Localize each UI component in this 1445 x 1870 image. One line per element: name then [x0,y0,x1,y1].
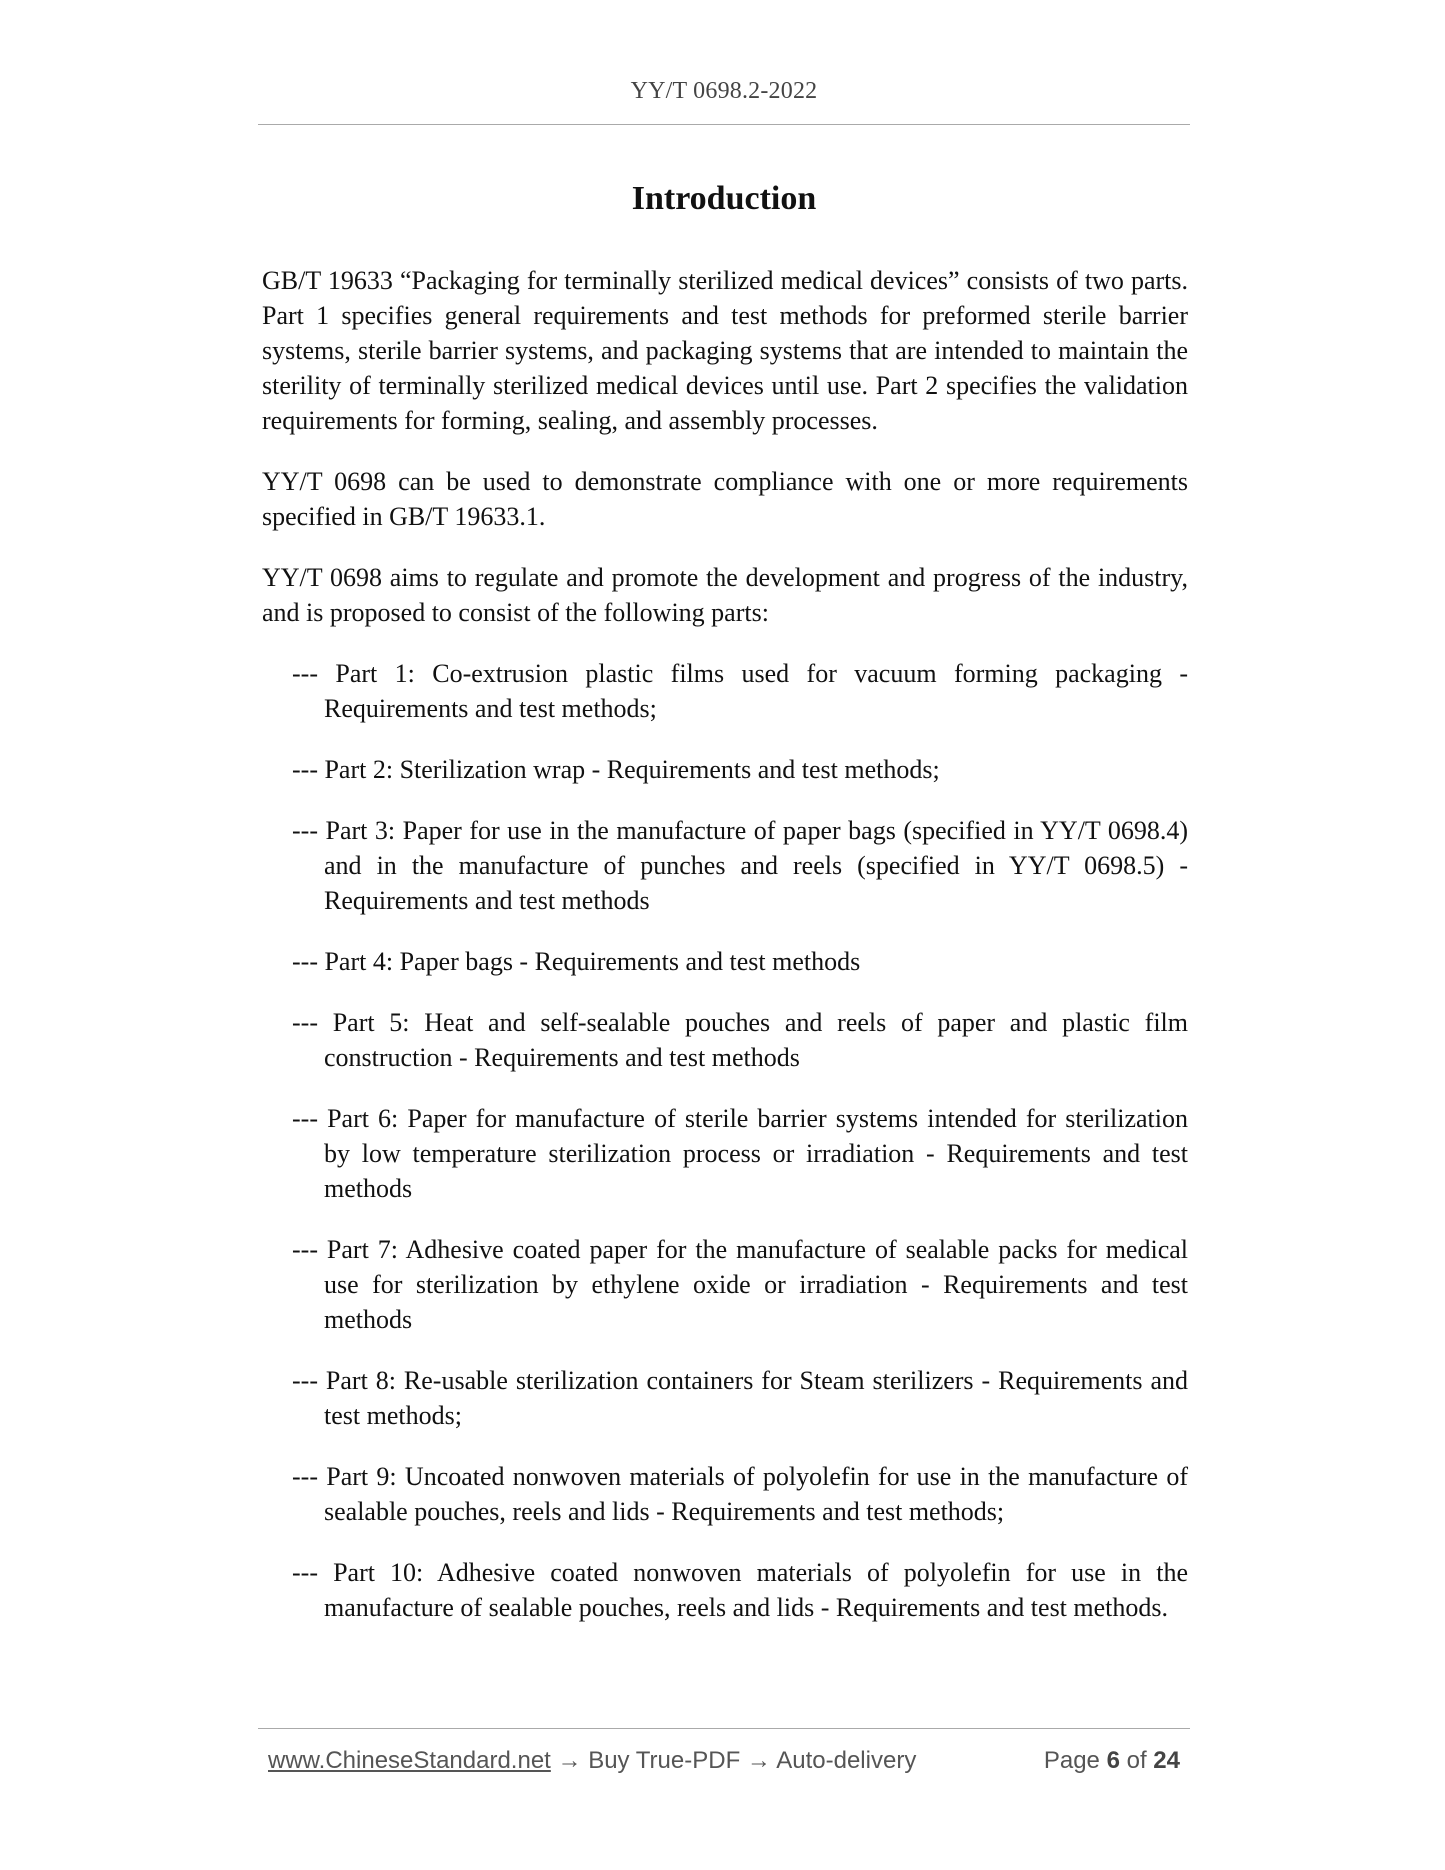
running-header: YY/T 0698.2-2022 [630,78,818,104]
parts-list-item-3: --- Part 3: Paper for use in the manufacture of paper bags (specified in YY/T 0698.4) and in the manufacture of punches and reels (specified in YY/T 0698.5) - Requirements and test methods [292,816,1188,915]
parts-list-item-5: --- Part 5: Heat and self-sealable pouches and reels of paper and plastic film construction - Requirements and test methods [292,1008,1188,1072]
intro-paragraph-3: YY/T 0698 aims to regulate and promote the development and progress of the industry, and is proposed to consist of the following parts: [262,563,1188,627]
footer-promo [268,1747,916,1775]
arrow-right-icon: → [557,1747,582,1774]
parts-list-item-7: --- Part 7: Adhesive coated paper for the manufacture of sealable packs for medical use for sterilization by ethylene oxide or irradiation - Requirements and test methods [292,1235,1188,1334]
total-pages: 24 [1153,1747,1180,1774]
parts-list-item-2: --- Part 2: Sterilization wrap - Requirements and test methods; [292,755,940,784]
parts-list-item-8: --- Part 8: Re-usable sterilization containers for Steam sterilizers - Requirements and test methods; [292,1366,1188,1430]
page-number: 6 [1106,1747,1120,1774]
parts-list [262,656,1188,1625]
website-link[interactable]: www.ChineseStandard.net [268,1747,551,1774]
buy-true-pdf-text: Buy True-PDF [588,1747,741,1774]
arrow-right-icon: → [746,1747,771,1774]
parts-list-item-4: --- Part 4: Paper bags - Requirements and test methods [292,947,861,976]
header-divider [258,124,1190,125]
intro-paragraph-1: GB/T 19633 “Packaging for terminally sterilized medical devices” consists of two parts. Part 1 specifies general requirements and test methods for preformed sterile barrier systems, sterile barrier systems, and packaging systems that are intended to maintain the sterility of terminally sterilized medical devices until use. Part 2 specifies the validation requirements for forming, sealing, and assembly processes. [262,266,1188,435]
of-label: of [1126,1747,1147,1774]
page-title: Introduction [631,180,817,217]
auto-delivery-text: Auto-delivery [776,1747,917,1774]
parts-list-item-6: --- Part 6: Paper for manufacture of sterile barrier systems intended for sterilization by low temperature sterilization process or irradiation - Requirements and test methods [292,1104,1188,1203]
parts-list-item-9: --- Part 9: Uncoated nonwoven materials of polyolefin for use in the manufacture of sealable pouches, reels and lids - Requirements and test methods; [292,1462,1188,1526]
footer-divider [258,1728,1190,1729]
page-counter [1044,1747,1180,1775]
page-label: Page [1043,1747,1100,1774]
parts-list-item-1: --- Part 1: Co-extrusion plastic films used for vacuum forming packaging - Requirements and test methods; [292,659,1188,723]
intro-paragraph-2: YY/T 0698 can be used to demonstrate compliance with one or more requirements specified in GB/T 19633.1. [262,467,1188,531]
parts-list-item-10: --- Part 10: Adhesive coated nonwoven materials of polyolefin for use in the manufacture of sealable pouches, reels and lids - Requirements and test methods. [292,1558,1188,1622]
document-body [262,263,1188,1651]
